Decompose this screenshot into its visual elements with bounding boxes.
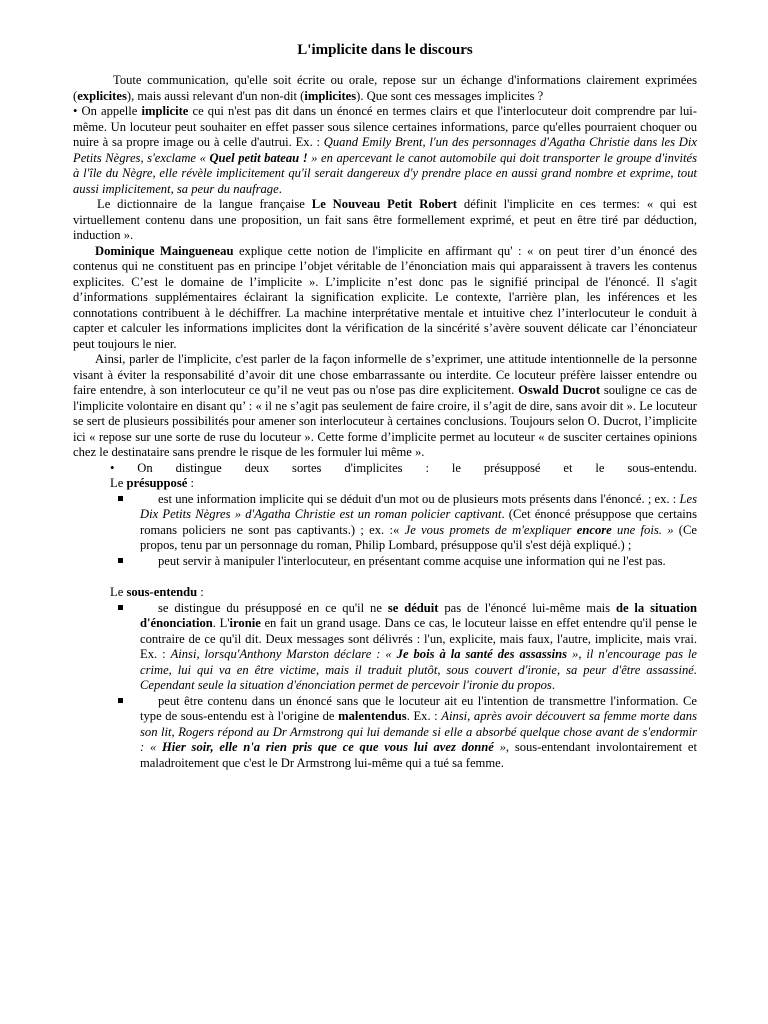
dictionary-paragraph: Le dictionnaire de la langue française Le Nouveau Petit Robert définit l'implicite en ces termes: « qui est virtuellement contenu dans une proposition, un fait sans être formellement exprimé, et peut en être tiré par déduction, induction ». (73, 197, 697, 242)
sous-entendu-list (73, 601, 697, 772)
presuppose-label: Le présupposé : (110, 476, 194, 490)
list-item: peut servir à manipuler l'interlocuteur, en présentant comme acquise une information qui ne l'est pas. (73, 554, 697, 570)
list-item: est une information implicite qui se déduit d'un mot ou de plusieurs mots présents dans l'énoncé. ; ex. : Les Dix Petits Nègres » d'Agatha Christie est un roman policier captivant. (Cet énoncé présuppose que certains romans policiers ne sont pas captivants.) ; ex. :« Je vous promets de m'expliquer encore une fois. » (Ce propos, tenu par un personnage du roman, Philip Lombard, présuppose qu'il s'est déjà expliqué.) ; (73, 492, 697, 554)
spacer (73, 569, 697, 585)
sous-entendu-label: Le sous-entendu : (110, 585, 204, 599)
list-item: se distingue du présupposé en ce qu'il ne se déduit pas de l'énoncé lui-même mais de la situation d'énonciation. L'ironie en fait un grand usage. Dans ce cas, le locuteur laisse en effet entendre qu'il pense le contraire de ce qu'il dit. Deux messages sont délivrés : l'un, explicite, mais faux, l'autre, implicite, mais vrai. Ex. : Ainsi, lorsqu'Anthony Marston déclare : « Je bois à la santé des assassins », il n'encourage pas le crime, lui qui va en être victime, mais il traduit plutôt, sous couvert d'ironie, sa peur d'être assassiné. Cependant seule la situation d'énonciation permet de percevoir l'ironie du propos. (73, 601, 697, 694)
ducrot-paragraph: Ainsi, parler de l'implicite, c'est parler de la façon informelle de s’exprimer, une attitude intentionnelle de la personne visant à éviter la responsabilité d’avoir dit une chose embarrassante ou interdite. Ce locuteur préfère laisser entendre ou faire entendre, à son interlocuteur ce qu’il ne veut pas ou n'ose pas dire explicitement. Oswald Ducrot souligne ce cas de l'implicite volontaire en disant qu’ : « il ne s’agit pas seulement de faire croire, il s’agit de dire, sans avoir dit ». Le locuteur se sert de plusieurs possibilités pour amener son interlocuteur à certaines conclusions. Toujours selon O. Ducrot, l’implicite ici « repose sur une sorte de ruse du locuteur ». Cette forme d’implicite permet au locuteur « de susciter certaines opinions chez le destinataire sans prendre le risque de les formuler lui même ». (73, 352, 697, 459)
definition-paragraph: • On appelle implicite ce qui n'est pas dit dans un énoncé en termes clairs et que l'interlocuteur doit comprendre par lui-même. Un locuteur peut souhaiter en effet passer sous silence certaines informations, parce qu'elles pourraient choquer ou nuire à sa propre image ou à celle d'autrui. Ex. : Quand Emily Brent, l'un des personnages d'Agatha Christie dans les Dix Petits Nègres, s'exclame « Quel petit bateau ! » en apercevant le canot automobile qui doit transporter le groupe d'invités à l'île du Nègre, elle révèle implicitement qu'il serait dangereux d'y prendre place en aussi grand nombre et exprime, tout aussi implicitement, sa peur du naufrage. (73, 104, 698, 196)
presuppose-list (73, 492, 697, 570)
distinction-line: • On distingue deux sortes d'implicites : le présupposé et le sous-entendu. (110, 460, 697, 475)
list-item: peut être contenu dans un énoncé sans que le locuteur ait eu l'intention de transmettre l'information. Ce type de sous-entendu est à l'origine de malentendus. Ex. : Ainsi, après avoir découvert sa femme morte dans son lit, Rogers répond au Dr Armstrong qui lui demande si elle a absorbé quelque chose avant de s'endormir : « Hier soir, elle n'a rien pris que ce que vous lui avez donné », sous-entendant involontairement et maladroitement que c'est le Dr Armstrong lui-même qui a tué sa femme. (73, 694, 697, 772)
intro-paragraph: Toute communication, qu'elle soit écrite ou orale, repose sur un échange d'informations clairement exprimées (explicites), mais aussi relevant d'un non-dit (implicites). Que sont ces messages implicites ? (73, 73, 697, 103)
maingueneau-paragraph: Dominique Maingueneau explique cette notion de l'implicite en affirmant qu' : « on peut tirer d’un énoncé des contenus qui ne constituent pas en principe l’objet véritable de l’énonciation mais qui apparaissent à travers les contenus explicites. C’est le domaine de l’implicite ». L’implicite n’est donc pas le signifié principal de l'énoncé. Il s'agit d’informations supplémentaires éclairant la signification explicite. Le contexte, l'arrière plan, les inférences et les connotations contribuent à le déchiffrer. La machine interprétative mentale et intuitive chez l’interlocuteur le conduit à capter et calculer les informations implicites dont la vérification de la sincérité s’avère souvent délicate car l’énonciateur peut toujours le nier. (73, 243, 697, 351)
page-title: L'implicite dans le discours (297, 42, 473, 58)
